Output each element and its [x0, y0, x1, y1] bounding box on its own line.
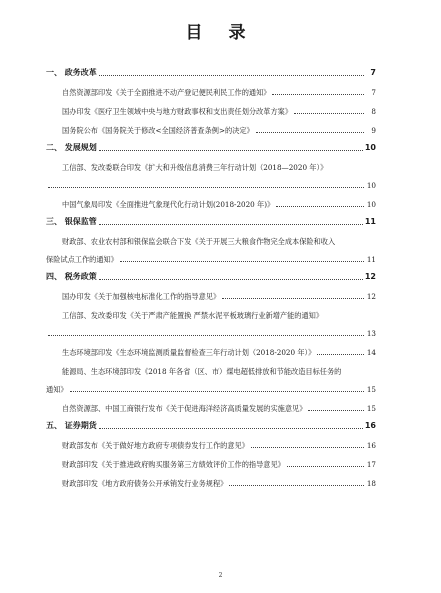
leader-dots	[48, 334, 364, 336]
toc-entry[interactable]	[46, 200, 376, 209]
toc-entry[interactable]	[46, 181, 376, 190]
page-title: 目 录	[185, 23, 256, 43]
toc-entry-text: 自然资源部印发《关于全面推进不动产登记便民利民工作的通知》	[62, 88, 271, 97]
toc-entry[interactable]	[46, 460, 376, 469]
table-of-contents	[46, 68, 376, 488]
section-heading-text: 四、 税务政策	[46, 272, 97, 281]
section-heading-page: 7	[370, 68, 376, 77]
toc-entry[interactable]	[46, 255, 376, 264]
toc-entry-text: 国务院公布《国务院关于修改<全国经济普查条例>的决定》	[62, 126, 254, 135]
toc-entry-page: 9	[371, 126, 376, 135]
toc-entry-page: 15	[366, 385, 376, 394]
toc-entry-page: 8	[371, 107, 376, 116]
leader-dots	[99, 278, 363, 280]
page-number: 2	[218, 572, 223, 579]
toc-entry[interactable]	[46, 292, 376, 301]
toc-entry-text: 国办印发《关于加强核电标准化工作的指导意见》	[62, 292, 221, 301]
toc-entry-line[interactable]: 财政部、农业农村部和银保监会联合下发《关于开展三大粮食作物完全成本保险和收入	[62, 237, 336, 246]
toc-entry-page: 17	[366, 460, 376, 469]
toc-entry[interactable]	[46, 348, 376, 357]
section-heading[interactable]	[46, 68, 376, 78]
section-heading[interactable]	[46, 421, 376, 431]
section-heading-page: 12	[364, 272, 376, 281]
leader-dots	[99, 74, 364, 76]
leader-dots	[120, 260, 364, 262]
section-heading-page: 10	[364, 143, 376, 152]
toc-entry-text: 财政部印发《关于推进政府购买服务第三方绩效评价工作的指导意见》	[62, 460, 285, 469]
toc-entry-text: 财政部印发《地方政府债务公开承销发行业务规程》	[62, 479, 228, 488]
toc-entry-line[interactable]: 工信部、发改委联合印发《扩大和升级信息消费三年行动计划（2018—2020 年）》	[62, 163, 328, 172]
leader-dots	[99, 149, 363, 151]
leader-dots	[317, 353, 364, 355]
toc-entry[interactable]	[46, 441, 376, 450]
leader-dots	[276, 205, 364, 207]
section-heading-text: 二、 发展规划	[46, 143, 97, 152]
toc-entry-page: 13	[366, 329, 376, 338]
toc-entry-text: 国办印发《医疗卫生领域中央与地方财政事权和支出责任划分改革方案》	[62, 107, 293, 116]
section-heading-text: 五、 证券期货	[46, 421, 97, 430]
toc-entry[interactable]	[46, 479, 376, 488]
toc-entry-page: 10	[366, 200, 376, 209]
section-heading-text: 一、 政务改革	[46, 68, 97, 77]
toc-entry-page: 12	[366, 292, 376, 301]
leader-dots	[229, 484, 364, 486]
leader-dots	[70, 390, 364, 392]
section-heading[interactable]	[46, 143, 376, 153]
toc-entry-page: 16	[366, 441, 376, 450]
leader-dots	[287, 465, 364, 467]
toc-entry[interactable]	[46, 126, 376, 135]
toc-entry-text: 财政部发布《关于做好地方政府专项债券发行工作的意见》	[62, 441, 249, 450]
toc-entry-page: 7	[371, 88, 376, 97]
toc-entry-page: 11	[366, 255, 376, 264]
leader-dots	[308, 409, 364, 411]
toc-entry-page: 10	[366, 181, 376, 190]
section-heading-page: 16	[364, 421, 376, 430]
toc-entry-text: 保险试点工作的通知》	[46, 255, 118, 264]
toc-entry[interactable]	[46, 385, 376, 394]
leader-dots	[294, 112, 364, 114]
toc-entry-line[interactable]: 能源局、生态环境部印发《2018 年各省（区、市）煤电超低排放和节能改造目标任务的	[62, 367, 342, 376]
toc-entry[interactable]	[46, 88, 376, 97]
toc-entry[interactable]	[46, 404, 376, 413]
section-heading-text: 三、 银保监管	[46, 217, 97, 226]
leader-dots	[48, 186, 364, 188]
toc-entry-text: 通知》	[46, 385, 68, 394]
toc-entry-page: 15	[366, 404, 376, 413]
toc-entry[interactable]	[46, 107, 376, 116]
leader-dots	[99, 223, 363, 225]
section-heading[interactable]	[46, 217, 376, 227]
section-heading-page: 11	[364, 217, 376, 226]
leader-dots	[222, 297, 364, 299]
leader-dots	[99, 427, 363, 429]
toc-entry-text: 生态环境部印发《生态环境监测质量监督检查三年行动计划（2018-2020 年）》	[62, 348, 316, 357]
toc-entry-line[interactable]: 工信部、发改委印发《关于严肃产能置换 严禁水泥平板玻璃行业新增产能的通知》	[62, 311, 324, 320]
toc-entry-text: 自然资源部、中国工商银行发布《关于促进海洋经济高质量发展的实施意见》	[62, 404, 307, 413]
toc-entry-text: 中国气象局印发《全面推进气象现代化行动计划(2018-2020 年)》	[62, 200, 275, 209]
toc-entry[interactable]	[46, 329, 376, 338]
leader-dots	[256, 131, 364, 133]
toc-entry-page: 14	[366, 348, 376, 357]
leader-dots	[251, 446, 364, 448]
leader-dots	[272, 93, 364, 95]
toc-entry-page: 18	[366, 479, 376, 488]
section-heading[interactable]	[46, 272, 376, 282]
